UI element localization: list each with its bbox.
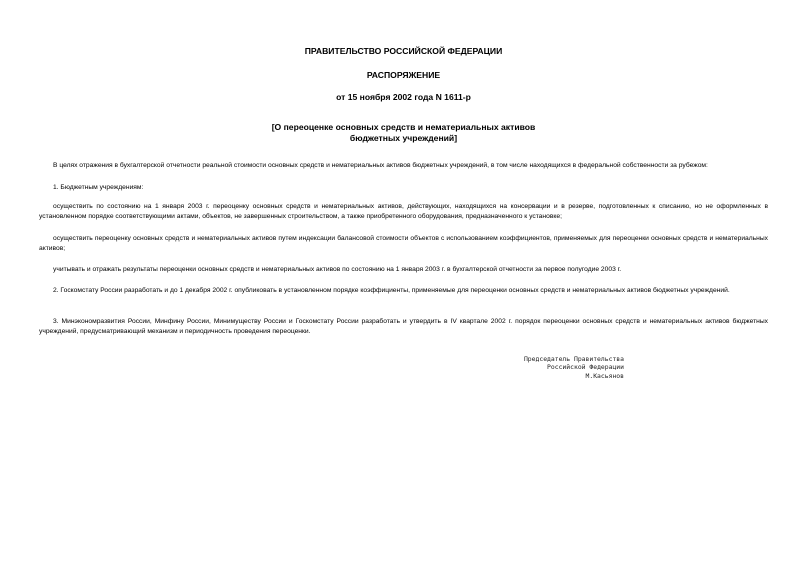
signature-position: Председатель Правительства xyxy=(523,355,624,363)
paragraph-item-1-sub-2: осуществить переоценку основных средств и нематериальных активов путем индексации балансовой стоимости объектов с использованием коэффициентов, применяемых для переоценки основных средств и нематериальных активов; xyxy=(39,235,768,252)
document-type-heading: РАСПОРЯЖЕНИЕ xyxy=(366,70,441,80)
paragraph-item-1: 1. Бюджетным учреждениям: xyxy=(53,184,144,191)
signature-name: М.Касьянов xyxy=(585,371,624,380)
paragraph-item-1-sub-1: осуществить по состоянию на 1 января 2003 г. переоценку основных средств и нематериальных активов, действующих, находящихся на консервации и в резерве, подготовленных к списанию, но не оформленных в установленном порядке соответствующими актами, объектов, не завершенных строительством, а также приобретенного оборудования, предназначенного к установке; xyxy=(39,203,768,220)
paragraph-item-1-sub-3: учитывать и отражать результаты переоценки основных средств и нематериальных активов по состоянию на 1 января 2003 г. в бухгалтерской отчетности за первое полугодие 2003 г. xyxy=(53,266,622,273)
paragraph-intro: В целях отражения в бухгалтерской отчетности реальной стоимости основных средств и нематериальных активов бюджетных учреждений, в том числе находящихся в федеральной собственности за рубежом: xyxy=(53,162,708,169)
document-title-line-2: бюджетных учреждений] xyxy=(349,133,458,143)
document-title xyxy=(0,122,807,144)
signature-organization: Российской Федерации xyxy=(547,363,624,372)
document-title-line-1: [О переоценке основных средств и нематериальных активов xyxy=(271,122,536,132)
paragraph-item-2: 2. Госкомстату России разработать и до 1 декабря 2002 г. опубликовать в установленном порядке коэффициенты, применяемые для переоценки основных средств и нематериальных активов бюджетных учреждений. xyxy=(53,287,730,294)
date-number-heading: от 15 ноября 2002 года N 1611-р xyxy=(336,92,471,102)
issuer-heading: ПРАВИТЕЛЬСТВО РОССИЙСКОЙ ФЕДЕРАЦИИ xyxy=(304,46,503,56)
paragraph-item-3: 3. Минэкономразвития России, Минфину России, Минимуществу России и Госкомстату России разработать и утвердить в IV квартале 2002 г. порядок переоценки основных средств и нематериальных активов бюджетных учреждений, предусматривающий механизм и периодичность проведения переоценки. xyxy=(39,318,768,335)
signature-block xyxy=(500,355,624,380)
